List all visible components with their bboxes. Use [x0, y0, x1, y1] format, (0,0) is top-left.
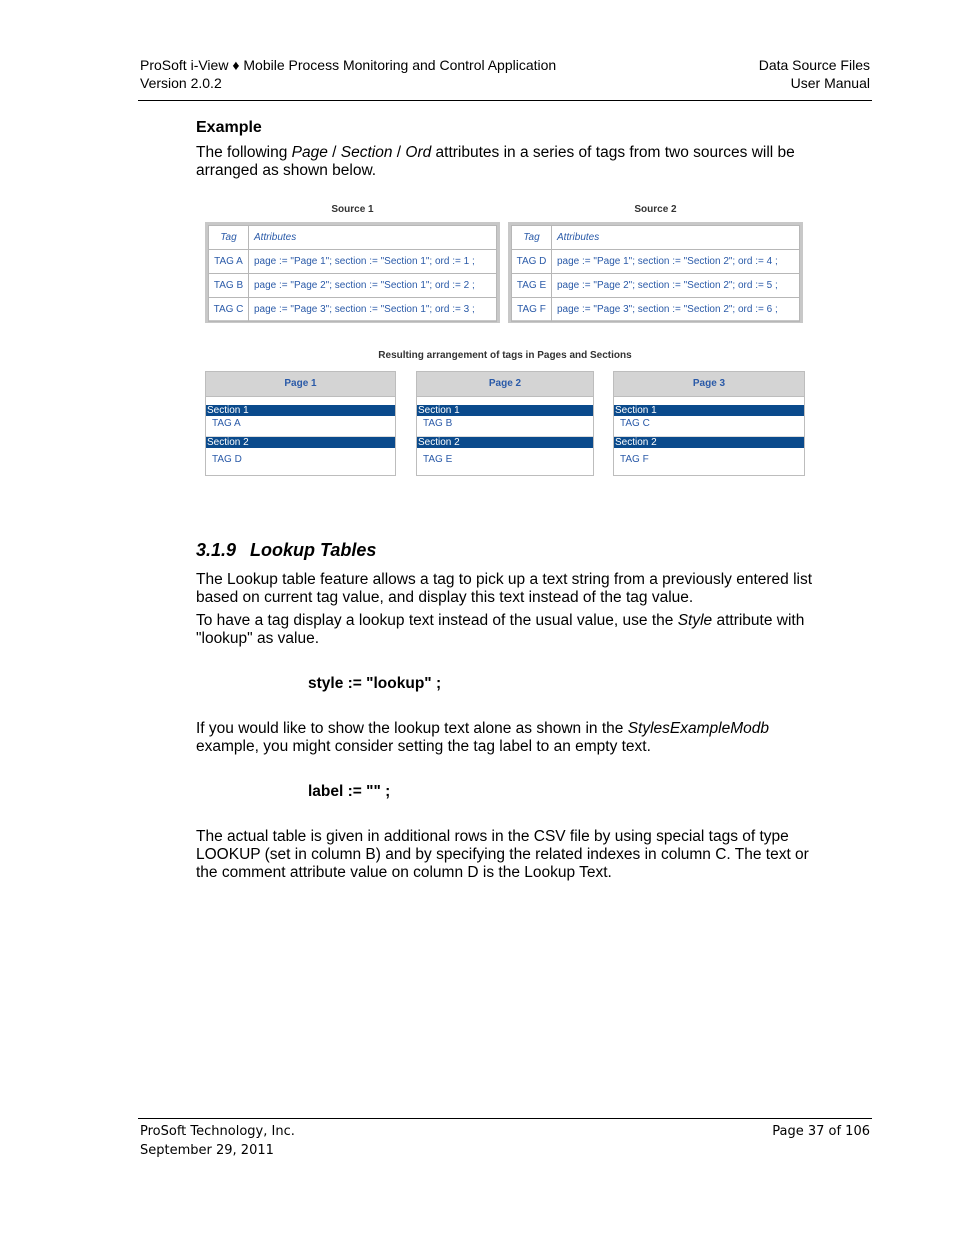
footer-divider: [138, 1118, 872, 1119]
table-header-row: [209, 226, 497, 250]
example-paragraph: [196, 144, 821, 180]
footer-company: ProSoft Technology, Inc.: [140, 1124, 295, 1139]
source-1-title: Source 1: [331, 204, 374, 215]
section-bar: Section 1: [614, 405, 804, 416]
footer-page-number: Page 37 of 106: [772, 1124, 870, 1139]
lookup-paragraph-2: [196, 612, 821, 648]
text-run-italic: Section: [340, 144, 393, 161]
source-1-table-frame: [205, 222, 500, 323]
table-row: [209, 250, 497, 274]
footer-left: [140, 1122, 295, 1160]
tag-row: TAG A: [206, 416, 395, 437]
text-run: If you would like to show the lookup text alone as shown in the: [196, 720, 628, 737]
table-row: [209, 274, 497, 298]
text-run-italic: StylesExampleModb: [627, 720, 769, 737]
page-panel-2: [416, 371, 594, 476]
example-heading: Example: [196, 119, 262, 136]
text-run-italic: Style: [677, 612, 713, 629]
table-row: [209, 298, 497, 322]
header-manual: User Manual: [790, 75, 870, 91]
tag-cell: TAG B: [209, 274, 249, 298]
attributes-cell: page := "Page 2"; section := "Section 1"; ord := 2 ;: [249, 274, 497, 298]
header-attributes: Attributes: [552, 226, 800, 250]
section-title: Lookup Tables: [250, 540, 377, 560]
text-run: attribute with "lookup" as value.: [196, 612, 805, 647]
code-style-lookup: style := "lookup" ;: [308, 675, 442, 692]
section-number: 3.1.9: [196, 540, 237, 560]
section-bar: Section 2: [614, 437, 804, 448]
text-run: /: [392, 144, 406, 161]
header-left: [140, 56, 556, 92]
attributes-cell: page := "Page 1"; section := "Section 2"; ord := 4 ;: [552, 250, 800, 274]
text-run-italic: Page: [291, 144, 328, 161]
source-2-title: Source 2: [634, 204, 677, 215]
table-row: [512, 250, 800, 274]
attributes-cell: page := "Page 3"; section := "Section 2"; ord := 6 ;: [552, 298, 800, 322]
header-tag: Tag: [512, 226, 552, 250]
page-panel-title: Page 2: [417, 372, 593, 397]
header-version: Version 2.0.2: [140, 75, 222, 91]
section-bar: Section 1: [417, 405, 593, 416]
tag-row: TAG E: [423, 454, 453, 465]
lookup-paragraph-3: [196, 720, 821, 756]
footer-date: September 29, 2011: [140, 1143, 274, 1158]
tag-row: TAG F: [620, 454, 649, 465]
attributes-cell: page := "Page 1"; section := "Section 1"; ord := 1 ;: [249, 250, 497, 274]
section-bar: Section 2: [206, 437, 395, 448]
table-row: [512, 298, 800, 322]
tag-cell: TAG A: [209, 250, 249, 274]
table-row: [512, 274, 800, 298]
tag-cell: TAG D: [512, 250, 552, 274]
section-bar: Section 1: [206, 405, 395, 416]
lookup-paragraph-4: The actual table is given in additional rows in the CSV file by using special tags of type LOOKUP (set in column B) and by specifying the related indexes in column C. The text or the comment attribute value on column D is the Lookup Text.: [196, 828, 809, 881]
header-attributes: Attributes: [249, 226, 497, 250]
tag-cell: TAG F: [512, 298, 552, 322]
header-right: [759, 56, 870, 92]
section-heading: [196, 540, 376, 561]
page-panel-3: [613, 371, 805, 476]
tag-row: TAG D: [212, 454, 242, 465]
table-header-row: [512, 226, 800, 250]
tag-row: TAG C: [614, 416, 804, 437]
header-chapter: Data Source Files: [758, 57, 870, 73]
text-run: To have a tag display a lookup text instead of the usual value, use the: [196, 612, 678, 629]
page-panel-title: Page 1: [206, 372, 395, 397]
page-panel-1: [205, 371, 396, 476]
source-2-table: [511, 225, 800, 322]
attributes-cell: page := "Page 2"; section := "Section 2"; ord := 5 ;: [552, 274, 800, 298]
code-label-empty: label := "" ;: [308, 783, 391, 800]
section-bar: Section 2: [417, 437, 593, 448]
source-1-table: [208, 225, 497, 322]
result-title: Resulting arrangement of tags in Pages and Sections: [378, 350, 632, 361]
text-run: example, you might consider setting the tag label to an empty text.: [196, 738, 651, 755]
tag-row: TAG B: [417, 416, 593, 437]
text-run: The following: [196, 144, 292, 161]
tag-cell: TAG E: [512, 274, 552, 298]
page-panel-title: Page 3: [614, 372, 804, 397]
header-divider: [138, 100, 872, 101]
text-run-italic: Ord: [405, 144, 432, 161]
tag-cell: TAG C: [209, 298, 249, 322]
header-product-title: ProSoft i-View ♦ Mobile Process Monitoring and Control Application: [140, 57, 557, 73]
lookup-paragraph-1: The Lookup table feature allows a tag to pick up a text string from a previously entered list based on current tag value, and display this text instead of the tag value.: [196, 571, 813, 606]
header-tag: Tag: [209, 226, 249, 250]
source-2-table-frame: [508, 222, 803, 323]
attributes-cell: page := "Page 3"; section := "Section 1"; ord := 3 ;: [249, 298, 497, 322]
text-run: /: [327, 144, 341, 161]
text-run: attributes in a series of tags from two sources will be arranged as shown below.: [196, 144, 795, 179]
